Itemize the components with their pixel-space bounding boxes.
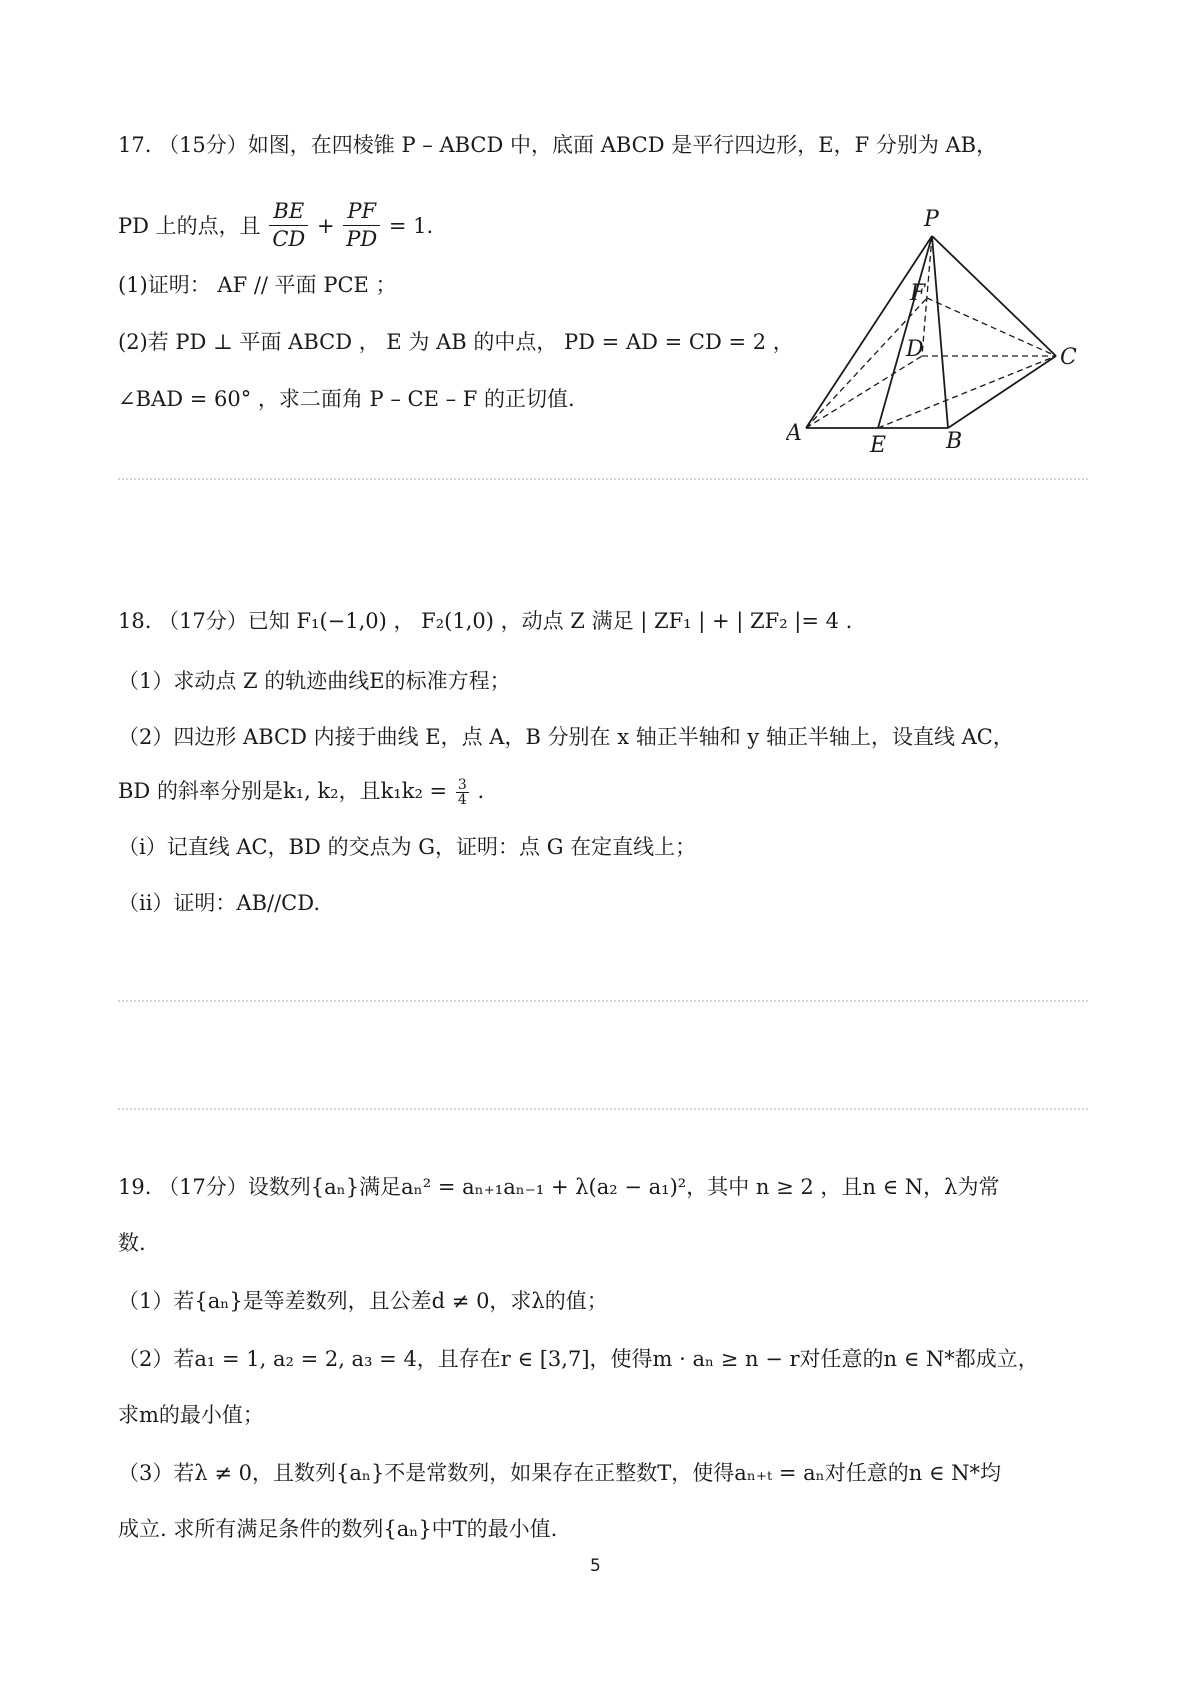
q19-line1: 19. （17分）设数列{aₙ}满足aₙ² = aₙ₊₁aₙ₋₁ + λ(a₂ − a₁)²，其中 n ≥ 2 ，且n ∈ N，λ为常 [118,1175,1000,1199]
label-p: P [924,207,939,232]
separator-3 [118,1108,1088,1110]
q17-line1: 17. （15分）如图，在四棱锥 P – ABCD 中，底面 ABCD 是平行四边形，E，F 分别为 AB， [118,133,998,157]
separator-2 [118,1000,1088,1002]
q17-part2: (2)若 PD ⊥ 平面 ABCD ， E 为 AB 的中点， PD = AD = CD = 2 ， [118,330,794,354]
q17-fraction-be-cd [269,198,308,253]
label-c: C [1060,345,1077,370]
q19-part3b: 成立. 求所有满足条件的数列{aₙ}中T的最小值. [118,1517,558,1541]
separator-1 [118,478,1088,480]
q17-part2b: ∠BAD = 60° ，求二面角 P – CE – F 的正切值. [118,387,575,411]
label-d: D [906,337,924,362]
q17-frac1-num: BE [269,198,308,226]
q19-part3: （3）若λ ≠ 0，且数列{aₙ}不是常数列，如果存在正整数T，使得aₙ₊ₜ = aₙ对任意的n ∈ N*均 [118,1461,1002,1485]
q18-fraction [456,778,469,807]
q17-line2 [118,194,433,256]
label-f: F [910,281,926,306]
q18-line1: 18. （17分）已知 F₁(−1,0) ， F₂(1,0) ，动点 Z 满足 | ZF₁ | + | ZF₂ |= 4 . [118,609,853,633]
q19-line1b: 数. [118,1231,146,1255]
q17-part1: (1)证明： AF // 平面 PCE ； [118,273,397,297]
q19-part2b: 求m的最小值； [118,1403,264,1427]
label-b: B [946,429,963,454]
q19-part2: （2）若a₁ = 1, a₂ = 2, a₃ = 4，且存在r ∈ [3,7]，使得m · aₙ ≥ n − r对任意的n ∈ N*都成立， [118,1347,1039,1371]
q18-frac-num: 3 [457,777,467,793]
pyramid-figure [786,200,1096,460]
q17-fraction-pf-pd [343,198,380,253]
q17-frac2-num: PF [343,198,380,226]
q17-line2-pre: PD 上的点，且 [118,213,261,238]
q17-plus: + [316,213,335,238]
page-number: 5 [590,1556,601,1576]
q18-part2b [118,776,484,807]
q18-part2b-pre: BD 的斜率分别是k₁, k₂，且k₁k₂ = [118,779,448,803]
q17-line2-post: = 1. [388,213,434,238]
label-e: E [870,433,887,458]
q18-sub-ii: （ii）证明：AB//CD. [118,891,321,915]
q17-frac2-den: PD [346,227,378,251]
q17-frac1-den: CD [272,227,306,251]
q18-part1: （1）求动点 Z 的轨迹曲线E的标准方程； [118,669,511,693]
label-a: A [786,421,802,446]
q18-part2b-post: . [477,779,485,803]
q18-part2: （2）四边形 ABCD 内接于曲线 E，点 A，B 分别在 x 轴正半轴和 y 轴正半轴上，设直线 AC， [118,725,1014,749]
q19-part1: （1）若{aₙ}是等差数列，且公差d ≠ 0，求λ的值； [118,1289,608,1313]
q18-sub-i: （i）记直线 AC，BD 的交点为 G，证明：点 G 在定直线上； [118,835,697,859]
q18-frac-den: 4 [457,792,467,808]
